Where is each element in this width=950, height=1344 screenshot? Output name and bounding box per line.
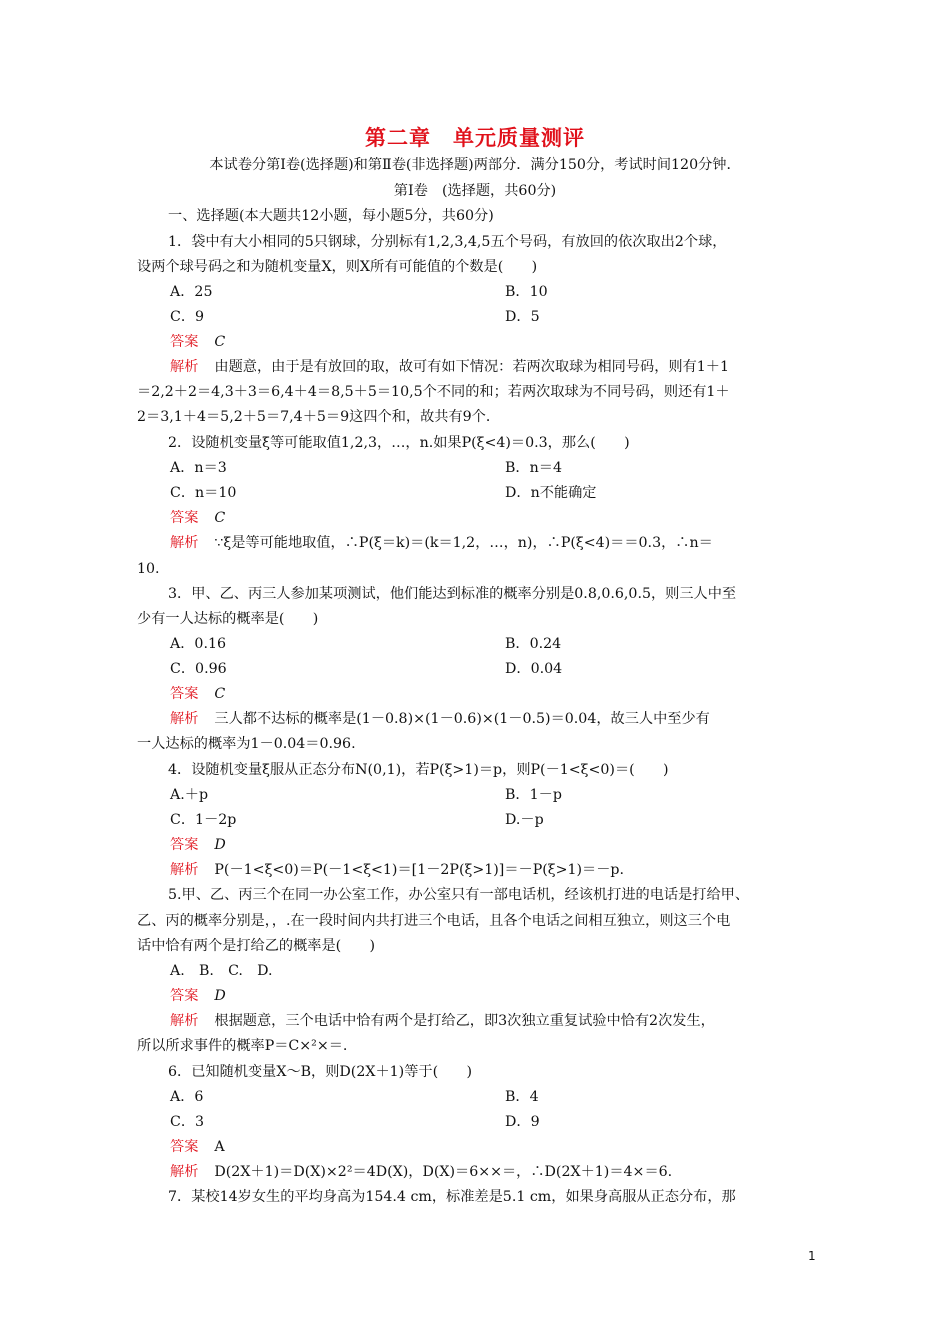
q6-answer-line [170,1137,850,1157]
analysis-label: 解析 [170,1164,199,1180]
q3-analysis-line1 [170,709,850,729]
q4-option-a: A.＋p [170,787,209,803]
q7-stem-line1: 7．某校14岁女生的平均身高为154.4 cm，标准差是5.1 cm，如果身高服从正态分布，那 [168,1189,736,1205]
q1-analysis-line3: 2＝3,1＋4＝5,2＋5＝7,4＋5＝9这四个和，故共有9个． [137,409,501,425]
q4-option-c: C．1－2p [170,812,237,828]
answer-label: 答案 [170,1139,199,1155]
analysis-label: 解析 [170,359,199,375]
section-heading: 一、选择题(本大题共12小题，每小题5分，共60分) [168,208,494,224]
q5-analysis-line2: 所以所求事件的概率P＝C×²×＝. [137,1038,348,1054]
q6-option-a: A．6 [170,1089,204,1105]
q5-options: A. B. C. D. [170,963,273,979]
answer-label: 答案 [170,686,199,702]
q2-analysis-line1 [170,533,850,553]
q1-option-d: D．5 [505,309,540,325]
q1-option-c: C．9 [170,309,205,325]
analysis-label: 解析 [170,862,199,878]
q3-stem-line2: 少有一人达标的概率是( ) [137,611,319,627]
q3-analysis-line2: 一人达标的概率为1－0.04＝0.96. [137,736,356,752]
answer-label: 答案 [170,988,199,1004]
answer-label: 答案 [170,334,199,350]
q1-option-a: A．25 [170,284,213,300]
q4-analysis-text1: P(－1<ξ<0)＝P(－1<ξ<1)＝[1－2P(ξ>1)]＝－P(ξ>1)＝－p. [214,862,624,878]
q1-option-b: B．10 [505,284,548,300]
q6-option-d: D．9 [505,1114,540,1130]
q6-option-c: C．3 [170,1114,205,1130]
q4-option-b: B．1－p [505,787,562,803]
q2-option-b: B．n＝4 [505,460,562,476]
q1-answer-line [170,332,850,352]
exam-intro: 本试卷分第Ⅰ卷(选择题)和第Ⅱ卷(非选择题)两部分．满分150分，考试时间120分钟． [209,157,741,173]
q5-stem-line1: 5.甲、乙、丙三个在同一办公室工作，办公室只有一部电话机，经该机打进的电话是打给甲、 [168,887,750,903]
answer-label: 答案 [170,837,199,853]
q4-analysis-line1 [170,860,850,880]
q5-stem-line2: 乙、丙的概率分别是，，.在一段时间内共打进三个电话，且各个电话之间相互独立，则这三个电 [137,913,731,929]
q2-option-a: A．n＝3 [170,460,227,476]
analysis-label: 解析 [170,535,199,551]
q1-analysis-text1: 由题意，由于是有放回的取，故可有如下情况：若两次取球为相同号码，则有1＋1 [214,359,730,375]
q2-option-d: D．n不能确定 [505,485,597,501]
analysis-label: 解析 [170,711,199,727]
q6-option-b: B．4 [505,1089,539,1105]
q2-analysis-line2: 10. [137,561,160,577]
q4-option-d: D.－p [505,812,544,828]
answer-label: 答案 [170,510,199,526]
q3-option-c: C．0.96 [170,661,227,677]
q3-stem-line1: 3．甲、乙、丙三人参加某项测试，他们能达到标准的概率分别是0.8,0.6,0.5，则三人中至 [168,586,737,602]
q5-stem-line3: 话中恰有两个是打给乙的概率是( ) [137,938,376,954]
q4-answer: D [214,837,226,853]
analysis-label: 解析 [170,1013,199,1029]
q5-analysis-text1: 根据题意，三个电话中恰有两个是打给乙，即3次独立重复试验中恰有2次发生， [214,1013,715,1029]
q2-analysis-text1: ∵ξ是等可能地取值，∴P(ξ＝k)＝(k＝1,2，…，n)，∴P(ξ<4)＝＝0.3，∴n＝ [214,535,713,551]
page-number: 1 [808,1249,816,1263]
q5-answer-line [170,986,850,1006]
q3-option-b: B．0.24 [505,636,562,652]
q2-answer: C [214,510,226,526]
q3-answer: C [214,686,226,702]
q3-answer-line [170,684,850,704]
q1-answer: C [214,334,226,350]
q6-analysis-line1 [170,1162,850,1182]
q4-answer-line [170,835,850,855]
q5-answer: D [214,988,226,1004]
q2-stem-line1: 2．设随机变量ξ等可能取值1,2,3，…，n.如果P(ξ<4)＝0.3，那么( ) [168,435,630,451]
q4-stem-line1: 4．设随机变量ξ服从正态分布N(0,1)，若P(ξ>1)＝p，则P(－1<ξ<0)＝( ) [168,762,669,778]
q2-option-c: C．n＝10 [170,485,237,501]
q1-stem-line2: 设两个球号码之和为随机变量X，则X所有可能值的个数是( ) [137,259,538,275]
q6-answer: A [214,1139,225,1155]
q6-analysis-text1: D(2X＋1)＝D(X)×2²＝4D(X)，D(X)＝6××＝，∴D(2X＋1)＝4×＝6. [214,1164,673,1180]
q1-analysis-line1 [170,357,850,377]
q3-option-d: D．0.04 [505,661,563,677]
q3-analysis-text1: 三人都不达标的概率是(1－0.8)×(1－0.6)×(1－0.5)＝0.04，故三人中至少有 [214,711,710,727]
q1-stem-line1: 1．袋中有大小相同的5只钢球，分别标有1,2,3,4,5五个号码，有放回的依次取出2个球， [168,234,727,250]
q6-stem-line1: 6．已知随机变量X～B，则D(2X＋1)等于( ) [168,1064,473,1080]
part1-heading: 第Ⅰ卷 (选择题，共60分) [393,183,557,199]
q3-option-a: A．0.16 [170,636,227,652]
q1-analysis-line2: ＝2,2＋2＝4,3＋3＝6,4＋4＝8,5＋5＝10,5个不同的和；若两次取球为不同号码，则还有1＋ [137,384,730,400]
chapter-title: 第二章 单元质量测评 [365,126,585,150]
q5-analysis-line1 [170,1011,850,1031]
q2-answer-line [170,508,850,528]
